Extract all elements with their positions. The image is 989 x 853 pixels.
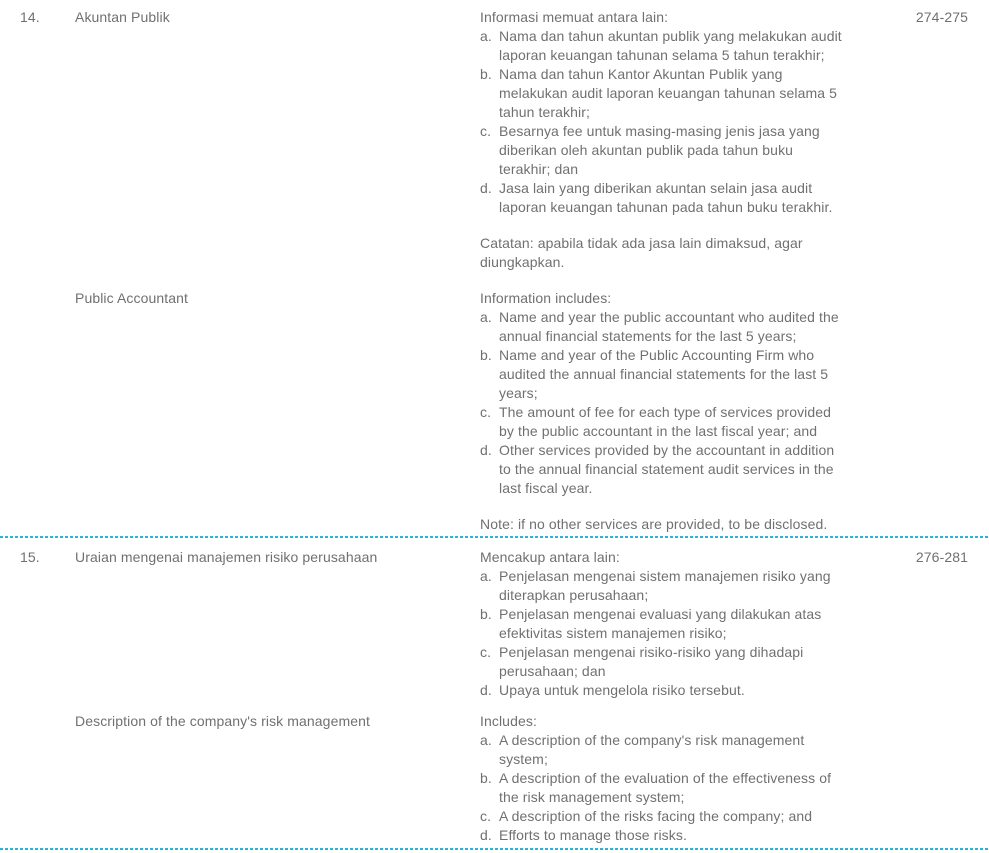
list-item — [480, 179, 847, 217]
description-intro: Mencakup antara lain: — [480, 549, 620, 565]
list-item-text: Name and year of the Public Accounting Firm who audited the annual financial statements for the last 5 years; — [499, 347, 829, 401]
list-item-text: A description of the risks facing the company; and — [499, 808, 813, 824]
page-reference: 274-275 — [915, 9, 968, 25]
page-reference: 276-281 — [915, 549, 968, 565]
list-item — [480, 681, 847, 700]
list-item — [480, 807, 847, 826]
item-title-indonesian: Akuntan Publik — [75, 9, 170, 25]
description-cell — [480, 548, 847, 700]
language-block-indonesian — [0, 8, 989, 272]
list-item — [480, 346, 847, 403]
list-item-marker: c. — [480, 123, 492, 139]
list-item-marker: b. — [480, 66, 492, 82]
list-item-marker: b. — [480, 347, 492, 363]
description-cell — [480, 289, 847, 534]
list-item-marker: a. — [480, 309, 492, 325]
description-intro: Includes: — [480, 713, 537, 729]
note-text: Note: if no other services are provided, to be disclosed. — [480, 516, 828, 532]
list-item-text: Penjelasan mengenai risiko-risiko yang dihadapi perusahaan; dan — [499, 644, 804, 679]
list-item — [480, 643, 847, 681]
list-item — [480, 769, 847, 807]
list-item-marker: d. — [480, 180, 492, 196]
list-item — [480, 27, 847, 65]
list-item-text: The amount of fee for each type of services provided by the public accountant in the last fiscal year; and — [499, 404, 832, 439]
list-item — [480, 65, 847, 122]
list-item-text: Penjelasan mengenai sistem manajemen risiko yang diterapkan perusahaan; — [499, 568, 831, 603]
item-title-english: Description of the company's risk management — [75, 713, 370, 729]
description-cell — [480, 712, 847, 845]
list-item — [480, 308, 847, 346]
list-item-text: A description of the evaluation of the effectiveness of the risk management system; — [499, 770, 832, 805]
language-block-english — [0, 289, 989, 534]
list-item — [480, 441, 847, 498]
list-item-text: Efforts to manage those risks. — [499, 827, 687, 843]
item-title-english: Public Accountant — [75, 290, 188, 306]
list-item-text: Besarnya fee untuk masing-masing jenis jasa yang diberikan oleh akuntan publik pada tahun buku terakhir; dan — [499, 123, 820, 177]
list-item-marker: b. — [480, 770, 492, 786]
description-intro: Informasi memuat antara lain: — [480, 9, 669, 25]
list-item-marker: b. — [480, 606, 492, 622]
language-block-indonesian — [0, 548, 989, 700]
list-item-marker: d. — [480, 442, 492, 458]
list-item-marker: d. — [480, 682, 492, 698]
list-item-text: Nama dan tahun akuntan publik yang melakukan audit laporan keuangan tahunan selama 5 tahun terakhir; — [499, 28, 842, 63]
list-item-text: Nama dan tahun Kantor Akuntan Publik yang melakukan audit laporan keuangan tahunan selama 5 tahun terakhir; — [499, 66, 838, 120]
list-item-text: A description of the company's risk management system; — [499, 732, 805, 767]
list-item-marker: a. — [480, 28, 492, 44]
list-item — [480, 731, 847, 769]
table-row — [0, 538, 989, 848]
list-item-marker: d. — [480, 827, 492, 843]
description-cell — [480, 8, 847, 272]
item-title-indonesian: Uraian mengenai manajemen risiko perusahaan — [75, 549, 378, 565]
row-number: 15. — [20, 549, 40, 565]
list-item-text: Upaya untuk mengelola risiko tersebut. — [499, 682, 745, 698]
list-item — [480, 826, 847, 845]
description-intro: Information includes: — [480, 290, 612, 306]
list-item-text: Penjelasan mengenai evaluasi yang dilakukan atas efektivitas sistem manajemen risiko; — [499, 606, 822, 641]
list-item — [480, 605, 847, 643]
list-item-marker: c. — [480, 404, 492, 420]
list-item — [480, 122, 847, 179]
list-item-marker: c. — [480, 644, 492, 660]
list-item-marker: a. — [480, 568, 492, 584]
list-item-text: Other services provided by the accountant in addition to the annual financial statement audit services in the last fiscal year. — [499, 442, 835, 496]
bottom-divider — [0, 848, 989, 850]
list-item-text: Jasa lain yang diberikan akuntan selain jasa audit laporan keuangan tahunan pada tahun buku terakhir. — [499, 180, 833, 215]
language-block-english — [0, 712, 989, 845]
list-item-text: Name and year the public accountant who audited the annual financial statements for the last 5 years; — [499, 309, 839, 344]
list-item — [480, 403, 847, 441]
list-item-marker: c. — [480, 808, 492, 824]
list-item-marker: a. — [480, 732, 492, 748]
list-item — [480, 567, 847, 605]
note-text: Catatan: apabila tidak ada jasa lain dimaksud, agar diungkapkan. — [480, 235, 803, 270]
row-number: 14. — [20, 9, 40, 25]
